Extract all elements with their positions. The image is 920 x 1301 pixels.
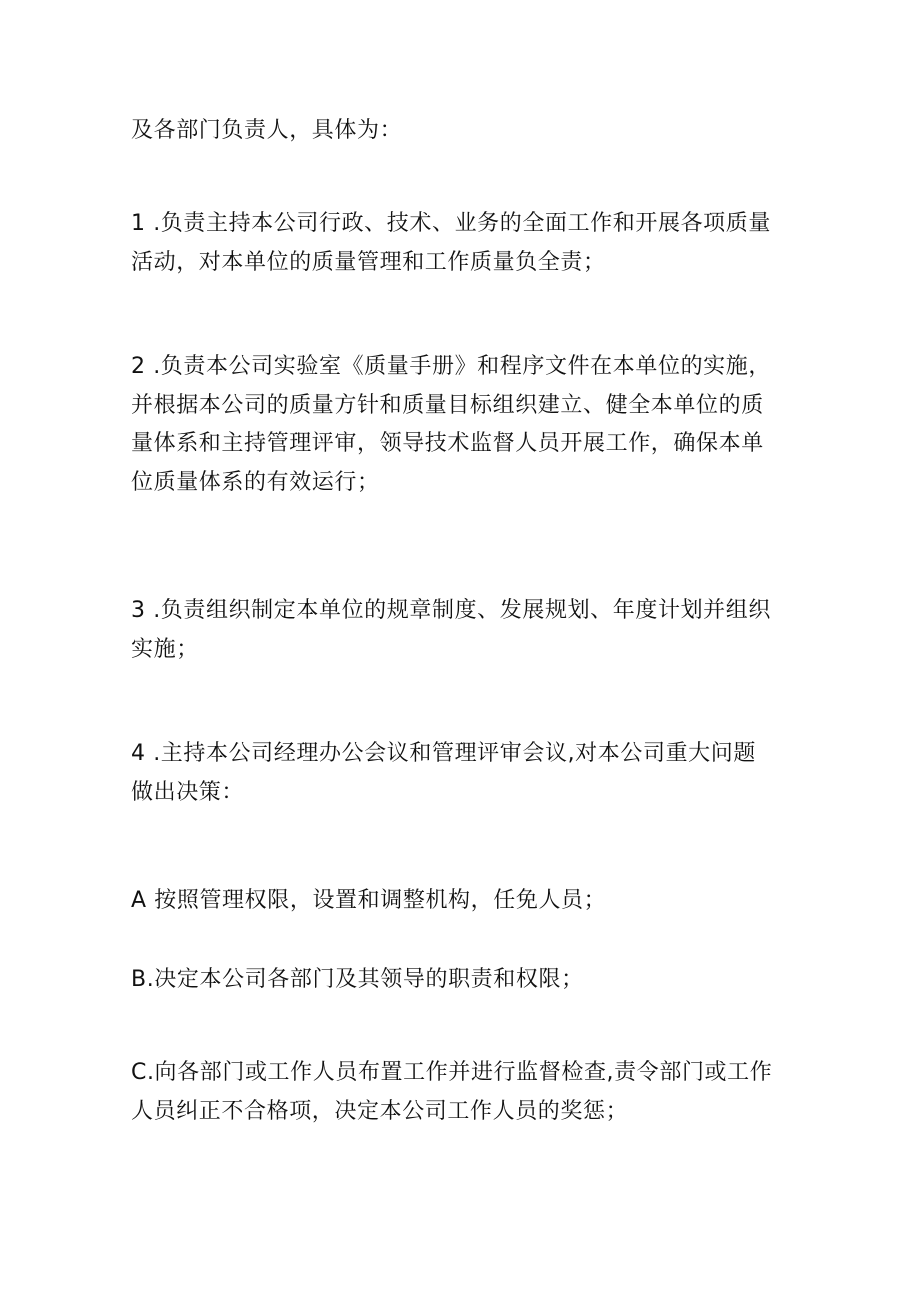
text-line: 3 .负责组织制定本单位的规章制度、发展规划、年度计划并组织	[131, 598, 771, 623]
text-line: 4 .主持本公司经理办公会议和管理评审会议,对本公司重大问题	[131, 741, 756, 766]
paragraph-item-3	[131, 592, 811, 669]
paragraph-item-4	[131, 735, 811, 812]
paragraph-intro	[131, 112, 811, 151]
paragraph-item-a	[131, 882, 811, 921]
text-line: A 按照管理权限，设置和调整机构，任免人员；	[131, 888, 607, 913]
text-line: 实施；	[131, 636, 199, 662]
text-line: 1 .负责主持本公司行政、技术、业务的全面工作和开展各项质量	[131, 211, 771, 236]
text-line: 做出决策：	[131, 779, 245, 805]
text-line: 2 .负责本公司实验室《质量手册》和程序文件在本单位的实施，	[131, 354, 771, 379]
paragraph-item-1	[131, 205, 811, 282]
text-line: 及各部门负责人，具体为：	[131, 118, 403, 143]
text-line: 人员纠正不合格项，决定本公司工作人员的奖惩；	[131, 1098, 629, 1124]
text-line: C.向各部门或工作人员布置工作并进行监督检查,责令部门或工作	[131, 1060, 773, 1085]
text-line: 并根据本公司的质量方针和质量目标组织建立、健全本单位的质	[131, 392, 764, 418]
paragraph-item-2	[131, 348, 811, 502]
paragraph-item-b	[131, 961, 811, 1000]
text-line: B.决定本公司各部门及其领导的职责和权限；	[131, 967, 584, 992]
text-line: 位质量体系的有效运行；	[131, 469, 380, 495]
paragraph-item-c	[131, 1054, 811, 1131]
text-line: 量体系和主持管理评审，领导技术监督人员开展工作，确保本单	[131, 431, 764, 456]
text-line: 活动，对本单位的质量管理和工作质量负全责；	[131, 249, 606, 275]
